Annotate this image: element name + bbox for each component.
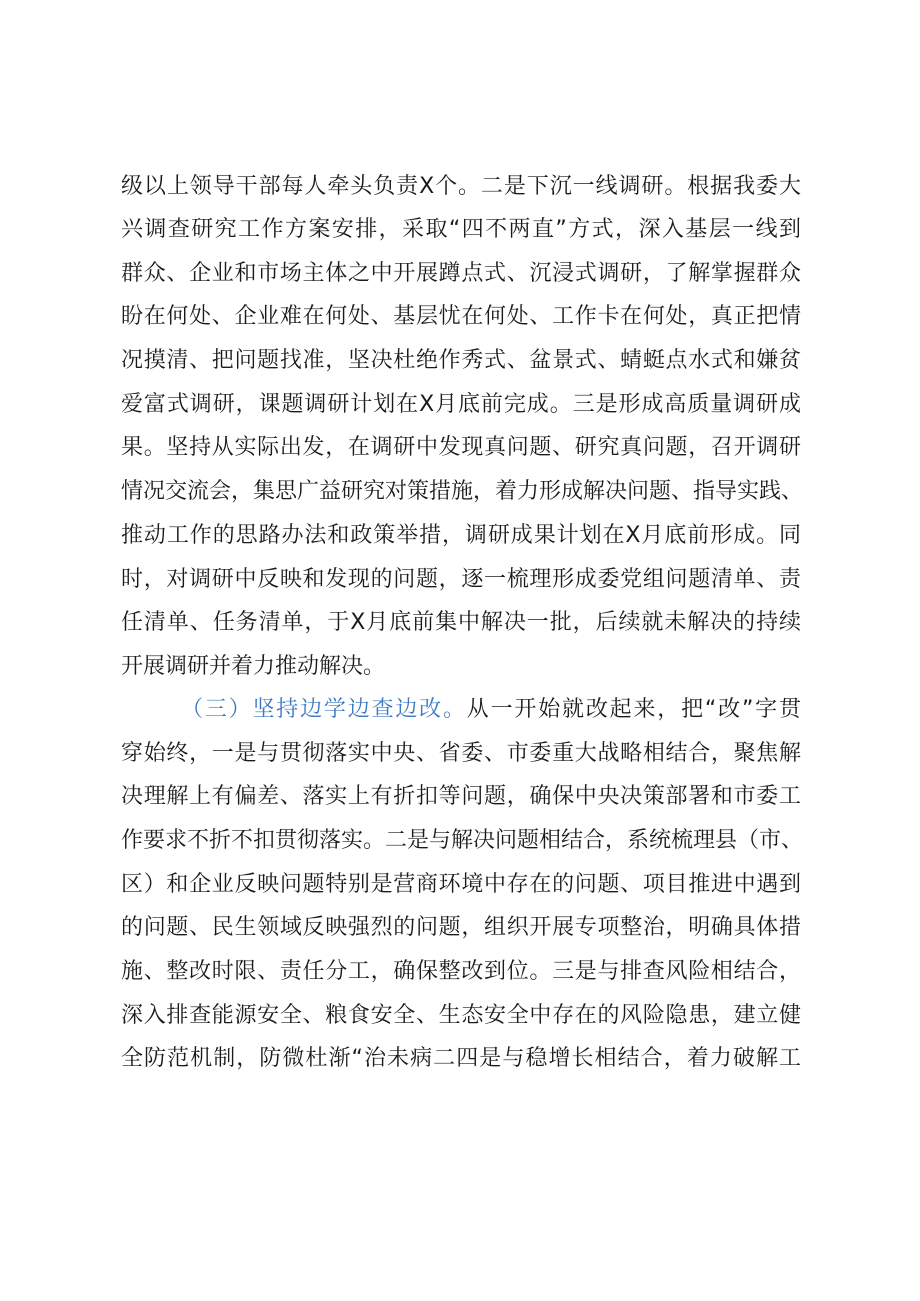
text-line: 深入排查能源安全、粮食安全、生态安全中存在的风险隐患，建立健 [121,1003,801,1028]
text-line: 兴调查研究工作方案安排，采取“四不两直”方式，深入基层一线到 [121,217,801,242]
section-heading: （三）坚持边学边查边改。 [181,697,467,722]
text-line: 时，对调研中反映和发现的问题，逐一梳理形成委党组问题清单、责 [121,567,801,592]
text-line: 爱富式调研，课题调研计划在X月底前完成。三是形成高质量调研成 [121,392,801,417]
text-line: 全防范机制，防微杜渐“治未病二四是与稳增长相结合，着力破解工 [121,1046,801,1071]
text-line: 级以上领导干部每人牵头负责X个。二是下沉一线调研。根据我委大 [121,174,801,199]
paragraph-first-line [181,695,801,725]
text-line: 推动工作的思路办法和政策举措，调研成果计划在X月底前形成。同 [121,523,801,548]
first-line-text: 从一开始就改起来，把“改”字贯 [466,697,801,722]
text-line: 况摸清、把问题找准，坚决杜绝作秀式、盆景式、蜻蜓点水式和嫌贫 [121,348,801,373]
text-line: 情况交流会，集思广益研究对策措施，着力形成解决问题、指导实践、 [121,479,804,504]
text-line: 作要求不折不扣贯彻落实。二是与解决问题相结合，系统梳理县（市、 [121,828,804,853]
text-line: 穿始终，一是与贯彻落实中央、省委、市委重大战略相结合，聚焦解 [121,741,801,766]
text-line: 决理解上有偏差、落实上有折扣等问题，确保中央决策部署和市委工 [121,784,801,809]
text-line: 区）和企业反映问题特别是营商环境中存在的问题、项目推进中遇到 [121,872,801,897]
text-line: 果。坚持从实际出发，在调研中发现真问题、研究真问题，召开调研 [121,435,801,460]
text-line: 施、整改时限、责任分工，确保整改到位。三是与排查风险相结合， [121,959,801,984]
text-line: 群众、企业和市场主体之中开展蹲点式、沉浸式调研，了解掌握群众 [121,261,801,286]
text-line: 开展调研并着力推动解决。 [121,654,386,679]
text-line: 盼在何处、企业难在何处、基层忧在何处、工作卡在何处，真正把情 [121,304,801,329]
text-line: 任清单、任务清单，于X月底前集中解决一批，后续就未解决的持续 [121,610,801,635]
text-line: 的问题、民生领域反映强烈的问题，组织开展专项整治，明确具体措 [121,915,801,940]
